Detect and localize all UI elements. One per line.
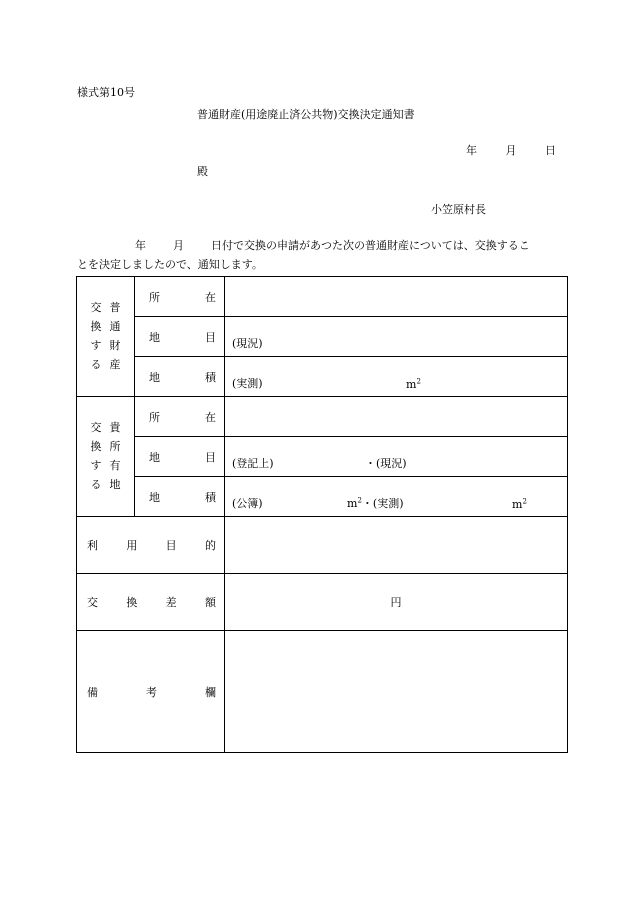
group1-label: 交 換 す る 普 通 財 産: [90, 300, 121, 371]
location-label: 所 在: [135, 397, 225, 437]
group1-label-cell: [77, 277, 135, 397]
sqm-unit: $m^2$: [406, 377, 421, 391]
land-category-value[interactable]: (現況): [225, 317, 568, 357]
purpose-value[interactable]: [225, 517, 568, 574]
date-month: 月: [505, 144, 517, 157]
land-category-label: 地 目: [135, 437, 225, 477]
table-row: [77, 397, 568, 437]
location-value[interactable]: [225, 397, 568, 437]
body-month: 月: [173, 239, 184, 252]
location-label: 所 在: [135, 277, 225, 317]
exchange-form-table: [76, 276, 568, 753]
difference-value[interactable]: [225, 574, 568, 631]
area-value[interactable]: (実測) $m^2$: [225, 357, 568, 397]
body-line1-rest: 日付で交換の申請があつた次の普通財産については、交換するこ: [211, 239, 530, 252]
ledger-sqm: $m^2$・(実測): [347, 496, 404, 510]
land-category-label: 地 目: [135, 317, 225, 357]
area-value[interactable]: (公簿) $m^2$・(実測) $m^2$: [225, 477, 568, 517]
measured-sqm: $m^2$: [512, 497, 527, 511]
area-label: 地 積: [135, 357, 225, 397]
yen-unit: 円: [390, 596, 402, 609]
date-line: [466, 142, 556, 158]
document-title: 普通財産(用途廃止済公共物)交換決定通知書: [197, 108, 415, 121]
table-row: [77, 477, 568, 517]
land-category-value[interactable]: (登記上) ・(現況): [225, 437, 568, 477]
difference-label: 交 換 差 額: [77, 574, 225, 631]
purpose-label: 利 用 目 的: [77, 517, 225, 574]
date-day: 日: [545, 144, 556, 157]
remarks-label: 備 考 欄: [77, 631, 225, 753]
table-row: [77, 437, 568, 477]
table-row: [77, 357, 568, 397]
body-line-2: とを決定しましたので、通知します。: [77, 258, 263, 271]
area-label: 地 積: [135, 477, 225, 517]
date-year: 年: [466, 144, 477, 157]
remarks-value[interactable]: [225, 631, 568, 753]
form-number: 様式第10号: [77, 86, 135, 99]
table-row: [77, 631, 568, 753]
group2-label-cell: [77, 397, 135, 517]
table-row: [77, 317, 568, 357]
body-year: 年: [135, 239, 146, 252]
location-value[interactable]: [225, 277, 568, 317]
table-row: [77, 574, 568, 631]
table-row: [77, 277, 568, 317]
addressee-suffix: 殿: [197, 165, 208, 178]
group2-label: 交 換 す る 貴 所 有 地: [90, 420, 121, 491]
table-row: [77, 517, 568, 574]
body-line-1: [77, 237, 567, 253]
sender-name: 小笠原村長: [431, 203, 486, 216]
